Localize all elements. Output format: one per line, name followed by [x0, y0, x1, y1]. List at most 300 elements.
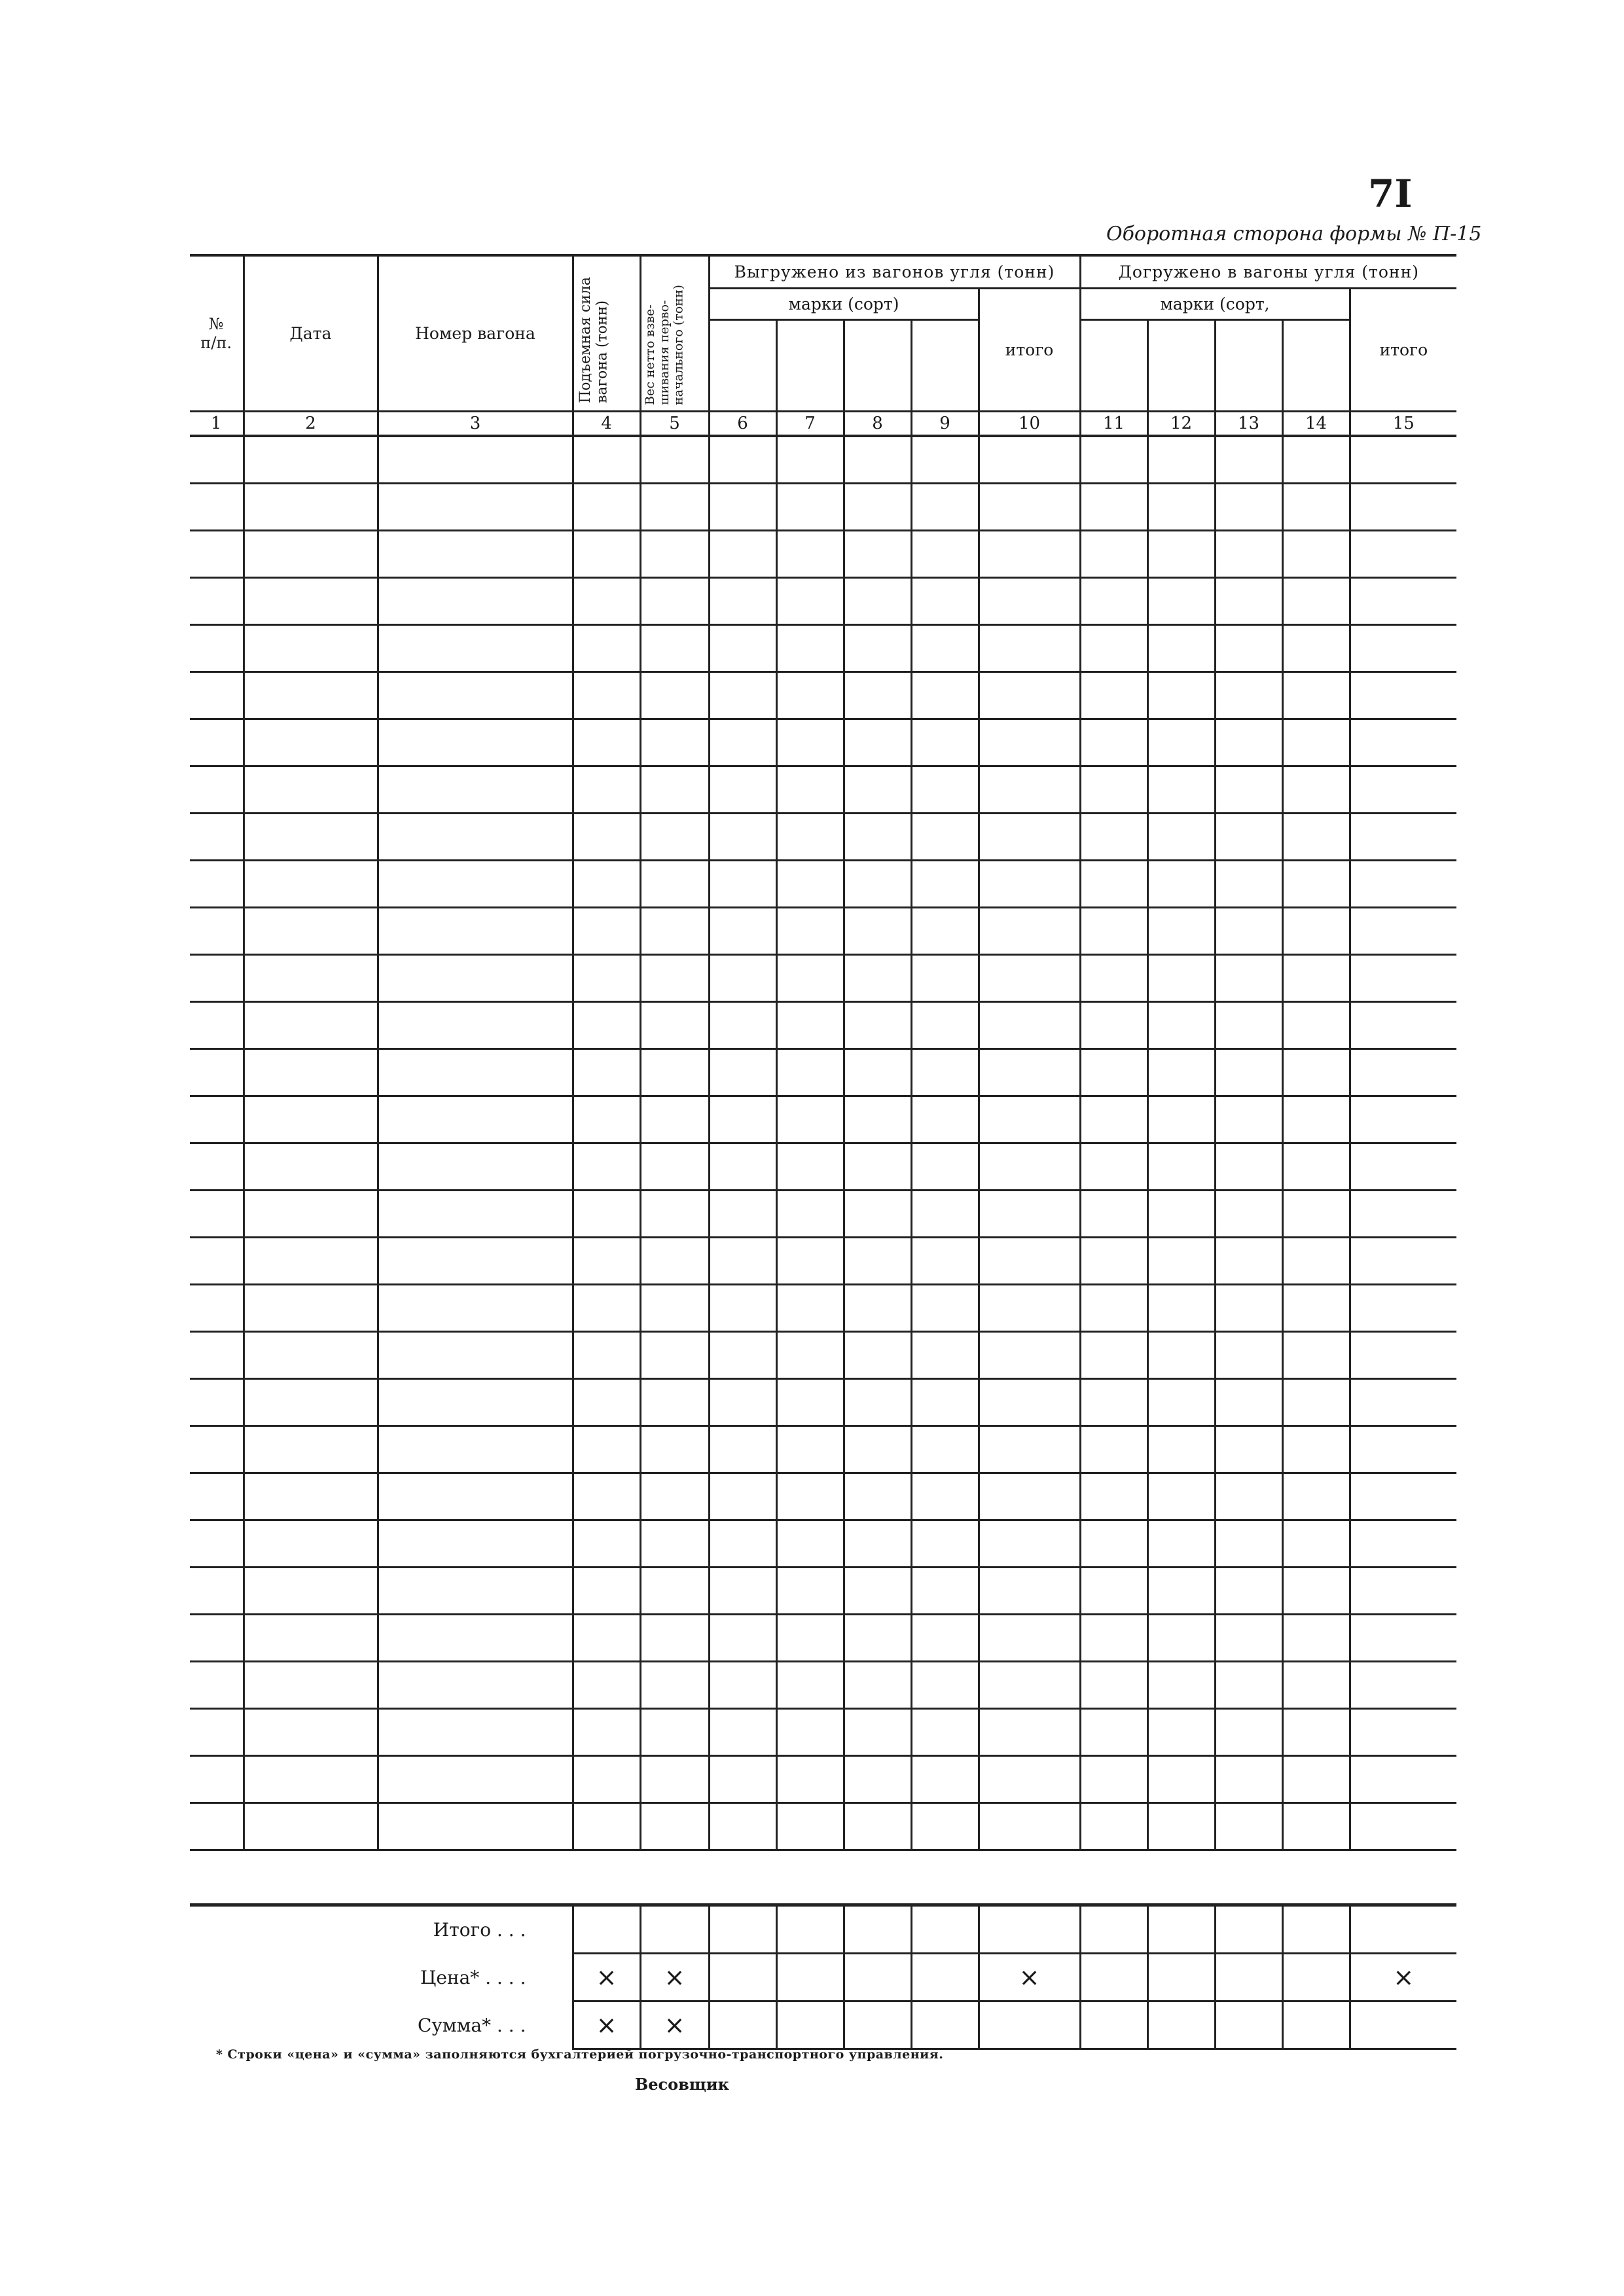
table-cell [190, 1473, 244, 1520]
table-cell [844, 1237, 911, 1284]
table-cell [190, 1049, 244, 1096]
group-header-loaded: Догружено в вагоны угля (тонн) [1080, 255, 1456, 288]
table-row [190, 436, 1456, 484]
table-row [190, 1331, 1456, 1378]
table-cell [573, 860, 640, 907]
table-cell [844, 1049, 911, 1096]
column-number: 3 [378, 411, 573, 436]
table-cell [190, 1190, 244, 1237]
table-cell [979, 1803, 1080, 1850]
table-cell [1147, 766, 1215, 813]
table-cell [709, 1049, 776, 1096]
table-cell [709, 719, 776, 766]
table-cell [1080, 1803, 1147, 1850]
table-cell [378, 624, 573, 672]
table-cell [640, 860, 709, 907]
table-cell [1080, 766, 1147, 813]
table-cell [244, 1284, 378, 1331]
table-cell [1350, 1378, 1456, 1426]
table-cell [573, 719, 640, 766]
table-cell [640, 1237, 709, 1284]
col-header-loaded-total: итого [1350, 288, 1456, 411]
table-cell [911, 1190, 979, 1237]
table-cell [1215, 1096, 1282, 1143]
table-cell [573, 766, 640, 813]
table-cell [1282, 719, 1350, 766]
table-cell [1080, 1049, 1147, 1096]
table-cell [244, 1143, 378, 1190]
table-cell [911, 766, 979, 813]
table-cell [1215, 1237, 1282, 1284]
grade-cell [1080, 319, 1147, 411]
table-cell [911, 860, 979, 907]
table-cell [979, 1331, 1080, 1378]
table-row [190, 1473, 1456, 1520]
table-cell [911, 672, 979, 719]
table-cell [640, 1614, 709, 1661]
table-row [190, 1708, 1456, 1755]
table-cell [190, 813, 244, 860]
table-cell [979, 860, 1080, 907]
cross-mark: × [596, 1963, 617, 1992]
table-cell [1282, 1190, 1350, 1237]
table-cell [378, 1284, 573, 1331]
table-cell [1350, 1567, 1456, 1614]
table-cell [1080, 1473, 1147, 1520]
col-header-no [190, 255, 244, 411]
table-cell [1282, 1755, 1350, 1803]
table-cell [378, 1473, 573, 1520]
table-cell [1350, 1661, 1456, 1708]
table-cell [1080, 1661, 1147, 1708]
table-cell [979, 672, 1080, 719]
table-cell [640, 577, 709, 624]
table-row [190, 1049, 1456, 1096]
table-row [190, 530, 1456, 577]
table-cell [573, 1331, 640, 1378]
table-cell [640, 624, 709, 672]
table-cell [844, 719, 911, 766]
table-row [190, 1567, 1456, 1614]
table-cell [1215, 1473, 1282, 1520]
table-cell [1350, 719, 1456, 766]
table-cell [573, 1426, 640, 1473]
table-cell [244, 860, 378, 907]
summary-label-price: Цена* . . . . [420, 1966, 526, 1988]
table-cell [1215, 624, 1282, 672]
table-cell [1215, 860, 1282, 907]
table-cell [1080, 530, 1147, 577]
table-cell [709, 1708, 776, 1755]
table-cell [911, 1143, 979, 1190]
table-cell [979, 1614, 1080, 1661]
table-cell [979, 1567, 1080, 1614]
table-cell [190, 1708, 244, 1755]
table-cell [190, 1426, 244, 1473]
table-cell [844, 672, 911, 719]
table-cell [911, 1567, 979, 1614]
table-cell [190, 577, 244, 624]
table-cell [640, 1001, 709, 1049]
table-cell [1282, 1473, 1350, 1520]
table-cell [709, 577, 776, 624]
table-cell [1080, 1614, 1147, 1661]
table-body [190, 436, 1456, 1850]
table-row [190, 813, 1456, 860]
table-cell [244, 1378, 378, 1426]
table-cell [378, 1708, 573, 1755]
table-cell [640, 1755, 709, 1803]
table-cell [1147, 1661, 1215, 1708]
table-cell [1080, 1708, 1147, 1755]
table-cell [1350, 436, 1456, 484]
table-row [190, 1661, 1456, 1708]
table-cell [1147, 530, 1215, 577]
table-cell [844, 530, 911, 577]
table-row [190, 1284, 1456, 1331]
table-cell [1282, 907, 1350, 954]
table-cell [776, 483, 844, 530]
table-cell [1282, 1426, 1350, 1473]
table-cell [190, 1378, 244, 1426]
table-cell [640, 672, 709, 719]
table-cell [1147, 577, 1215, 624]
table-row [190, 907, 1456, 954]
table-cell [776, 1143, 844, 1190]
table-cell [190, 1755, 244, 1803]
table-cell [1215, 436, 1282, 484]
table-cell [844, 954, 911, 1001]
table-cell [1350, 672, 1456, 719]
table-cell [911, 1614, 979, 1661]
table-cell [776, 1096, 844, 1143]
table-cell [244, 577, 378, 624]
cross-mark: × [664, 2011, 685, 2039]
table-cell [1147, 719, 1215, 766]
table-cell [190, 1143, 244, 1190]
table-cell [844, 813, 911, 860]
table-cell [573, 1755, 640, 1803]
table-cell [1147, 954, 1215, 1001]
table-cell [911, 1755, 979, 1803]
table-cell [844, 1426, 911, 1473]
table-cell [1147, 1143, 1215, 1190]
table-cell [776, 1190, 844, 1237]
table-cell [911, 577, 979, 624]
table-cell [244, 1803, 378, 1850]
table-cell [640, 1426, 709, 1473]
table-cell [640, 1473, 709, 1520]
table-cell [640, 436, 709, 484]
table-cell [640, 907, 709, 954]
table-cell [776, 1614, 844, 1661]
table-cell [844, 1331, 911, 1378]
table-cell [640, 1096, 709, 1143]
table-cell [1282, 1708, 1350, 1755]
table-cell [776, 813, 844, 860]
table-cell [709, 436, 776, 484]
table-cell [911, 813, 979, 860]
table-cell [979, 1520, 1080, 1567]
table-cell [1282, 1614, 1350, 1661]
table-cell [640, 1049, 709, 1096]
grade-cell [776, 319, 844, 411]
table-cell [709, 1378, 776, 1426]
table-cell [573, 1001, 640, 1049]
column-number: 10 [979, 411, 1080, 436]
table-cell [844, 1001, 911, 1049]
table-cell [573, 907, 640, 954]
table-cell [1080, 954, 1147, 1001]
table-cell [911, 1473, 979, 1520]
table-cell [844, 1473, 911, 1520]
table-cell [776, 1237, 844, 1284]
column-number: 15 [1350, 411, 1456, 436]
table-row [190, 1096, 1456, 1143]
table-cell [573, 954, 640, 1001]
table-cell [1282, 1378, 1350, 1426]
column-number: 13 [1215, 411, 1282, 436]
table-cell [979, 483, 1080, 530]
table-cell [1215, 1190, 1282, 1237]
table-cell [1350, 1331, 1456, 1378]
table-cell [911, 1661, 979, 1708]
table-cell [1215, 766, 1282, 813]
table-cell [979, 1378, 1080, 1426]
table-cell [640, 1190, 709, 1237]
table-cell [776, 860, 844, 907]
table-cell [244, 624, 378, 672]
table-cell [709, 1755, 776, 1803]
table-row [190, 672, 1456, 719]
table-cell [979, 1755, 1080, 1803]
table-cell [378, 860, 573, 907]
table-cell [190, 860, 244, 907]
table-cell [244, 436, 378, 484]
table-cell [1282, 1331, 1350, 1378]
table-cell [1282, 1049, 1350, 1096]
table-cell [1350, 907, 1456, 954]
table-cell [1080, 813, 1147, 860]
table-cell [244, 907, 378, 954]
table-row [190, 1755, 1456, 1803]
summary-label-total: Итого . . . [190, 1905, 573, 1954]
table-cell [979, 813, 1080, 860]
table-cell [1350, 577, 1456, 624]
table-cell [1080, 1567, 1147, 1614]
table-cell [1080, 1331, 1147, 1378]
table-cell [1282, 436, 1350, 484]
table-cell [979, 1049, 1080, 1096]
column-number: 9 [911, 411, 979, 436]
table-cell [378, 1567, 573, 1614]
table-cell [1350, 1237, 1456, 1284]
table-cell [709, 1143, 776, 1190]
table-cell [190, 483, 244, 530]
table-cell [573, 436, 640, 484]
table-row [190, 766, 1456, 813]
table-cell [911, 1096, 979, 1143]
cross-mark: × [596, 2011, 617, 2039]
table-cell [776, 907, 844, 954]
table-cell [1282, 672, 1350, 719]
table-cell [244, 1520, 378, 1567]
table-cell [573, 672, 640, 719]
table-cell [709, 1473, 776, 1520]
table-cell [1080, 860, 1147, 907]
table-cell [1282, 1567, 1350, 1614]
table-cell [1147, 1378, 1215, 1426]
table-cell [709, 1284, 776, 1331]
table-cell [640, 1803, 709, 1850]
table-cell [709, 1661, 776, 1708]
table-cell [378, 436, 573, 484]
table-cell [378, 1803, 573, 1850]
table-cell [844, 1520, 911, 1567]
column-number-row [190, 411, 1456, 436]
table-row [190, 624, 1456, 672]
table-cell [979, 907, 1080, 954]
table-cell [979, 954, 1080, 1001]
table-cell [244, 766, 378, 813]
table-cell [776, 954, 844, 1001]
col-header-capacity [573, 255, 640, 411]
table-cell [378, 1143, 573, 1190]
table-cell [1215, 1520, 1282, 1567]
table-cell [378, 672, 573, 719]
col-header-no-text: № п/п. [200, 315, 232, 353]
table-cell [709, 530, 776, 577]
table-cell [244, 1614, 378, 1661]
table-cell [1147, 483, 1215, 530]
table-cell [573, 1237, 640, 1284]
table-cell [1147, 813, 1215, 860]
table-cell [709, 813, 776, 860]
table-cell [190, 1661, 244, 1708]
table-cell [979, 530, 1080, 577]
col-header-date: Дата [244, 255, 378, 411]
table-cell [573, 1520, 640, 1567]
table-cell [1350, 954, 1456, 1001]
table-cell [378, 1661, 573, 1708]
table-cell [1215, 577, 1282, 624]
table-cell [776, 1331, 844, 1378]
table-row [190, 1190, 1456, 1237]
table-cell [776, 1661, 844, 1708]
table-cell [709, 1190, 776, 1237]
table-cell [776, 766, 844, 813]
table-cell [1350, 766, 1456, 813]
table-cell [1147, 1567, 1215, 1614]
table-cell [244, 813, 378, 860]
table-cell [244, 1426, 378, 1473]
table-cell [1215, 1755, 1282, 1803]
table-cell [640, 1378, 709, 1426]
table-cell [640, 1661, 709, 1708]
table-cell [979, 1708, 1080, 1755]
table-cell [911, 1284, 979, 1331]
table-cell [573, 1190, 640, 1237]
table-cell [709, 1614, 776, 1661]
table-cell [1282, 530, 1350, 577]
table-cell [1080, 1096, 1147, 1143]
table-cell [573, 1096, 640, 1143]
table-cell [244, 672, 378, 719]
table-cell [911, 1520, 979, 1567]
table-cell [844, 1708, 911, 1755]
column-number: 5 [640, 411, 709, 436]
table-cell [1215, 813, 1282, 860]
table-cell [244, 1708, 378, 1755]
table-cell [776, 1708, 844, 1755]
table-cell [776, 1473, 844, 1520]
table-cell [1080, 624, 1147, 672]
table-cell [979, 1096, 1080, 1143]
table-cell [1215, 1001, 1282, 1049]
table-cell [709, 1803, 776, 1850]
table-cell [378, 954, 573, 1001]
table-cell [1350, 1049, 1456, 1096]
table-cell [1080, 1426, 1147, 1473]
table-cell [709, 1001, 776, 1049]
summary-label-sum: Сумма* . . . [417, 2014, 526, 2036]
table-row [190, 1614, 1456, 1661]
table-row [190, 1237, 1456, 1284]
table-cell [573, 1614, 640, 1661]
table-cell [1147, 1284, 1215, 1331]
table-cell [776, 1803, 844, 1850]
table-cell [844, 577, 911, 624]
column-number: 2 [244, 411, 378, 436]
grade-cell [1282, 319, 1350, 411]
table-cell [378, 1426, 573, 1473]
table-cell [1080, 1237, 1147, 1284]
table-cell [776, 1426, 844, 1473]
table-cell [844, 1096, 911, 1143]
table-cell [1080, 1001, 1147, 1049]
table-cell [776, 672, 844, 719]
summary-row-price [190, 1954, 1456, 2001]
table-cell [244, 1661, 378, 1708]
table-cell [1080, 1520, 1147, 1567]
table-cell [378, 813, 573, 860]
summary-row-total [190, 1905, 1456, 1954]
table-cell [378, 1096, 573, 1143]
table-cell [244, 530, 378, 577]
table-cell [979, 436, 1080, 484]
table-cell [1080, 577, 1147, 624]
table-cell [1215, 483, 1282, 530]
table-cell [1147, 436, 1215, 484]
table-cell [1215, 1143, 1282, 1190]
table-cell [1350, 624, 1456, 672]
table-cell [190, 1001, 244, 1049]
table-cell [1282, 954, 1350, 1001]
table-cell [378, 1237, 573, 1284]
table-cell [979, 577, 1080, 624]
table-cell [573, 1143, 640, 1190]
col-header-capacity-text: Подъемная сила вагона (тонн) [577, 277, 610, 404]
table-cell [979, 719, 1080, 766]
table-cell [1147, 1190, 1215, 1237]
table-cell [1215, 1708, 1282, 1755]
table-cell [378, 530, 573, 577]
table-cell [573, 1378, 640, 1426]
table-cell [190, 1520, 244, 1567]
table-cell [1215, 672, 1282, 719]
table-cell [844, 483, 911, 530]
table-cell [1350, 1426, 1456, 1473]
